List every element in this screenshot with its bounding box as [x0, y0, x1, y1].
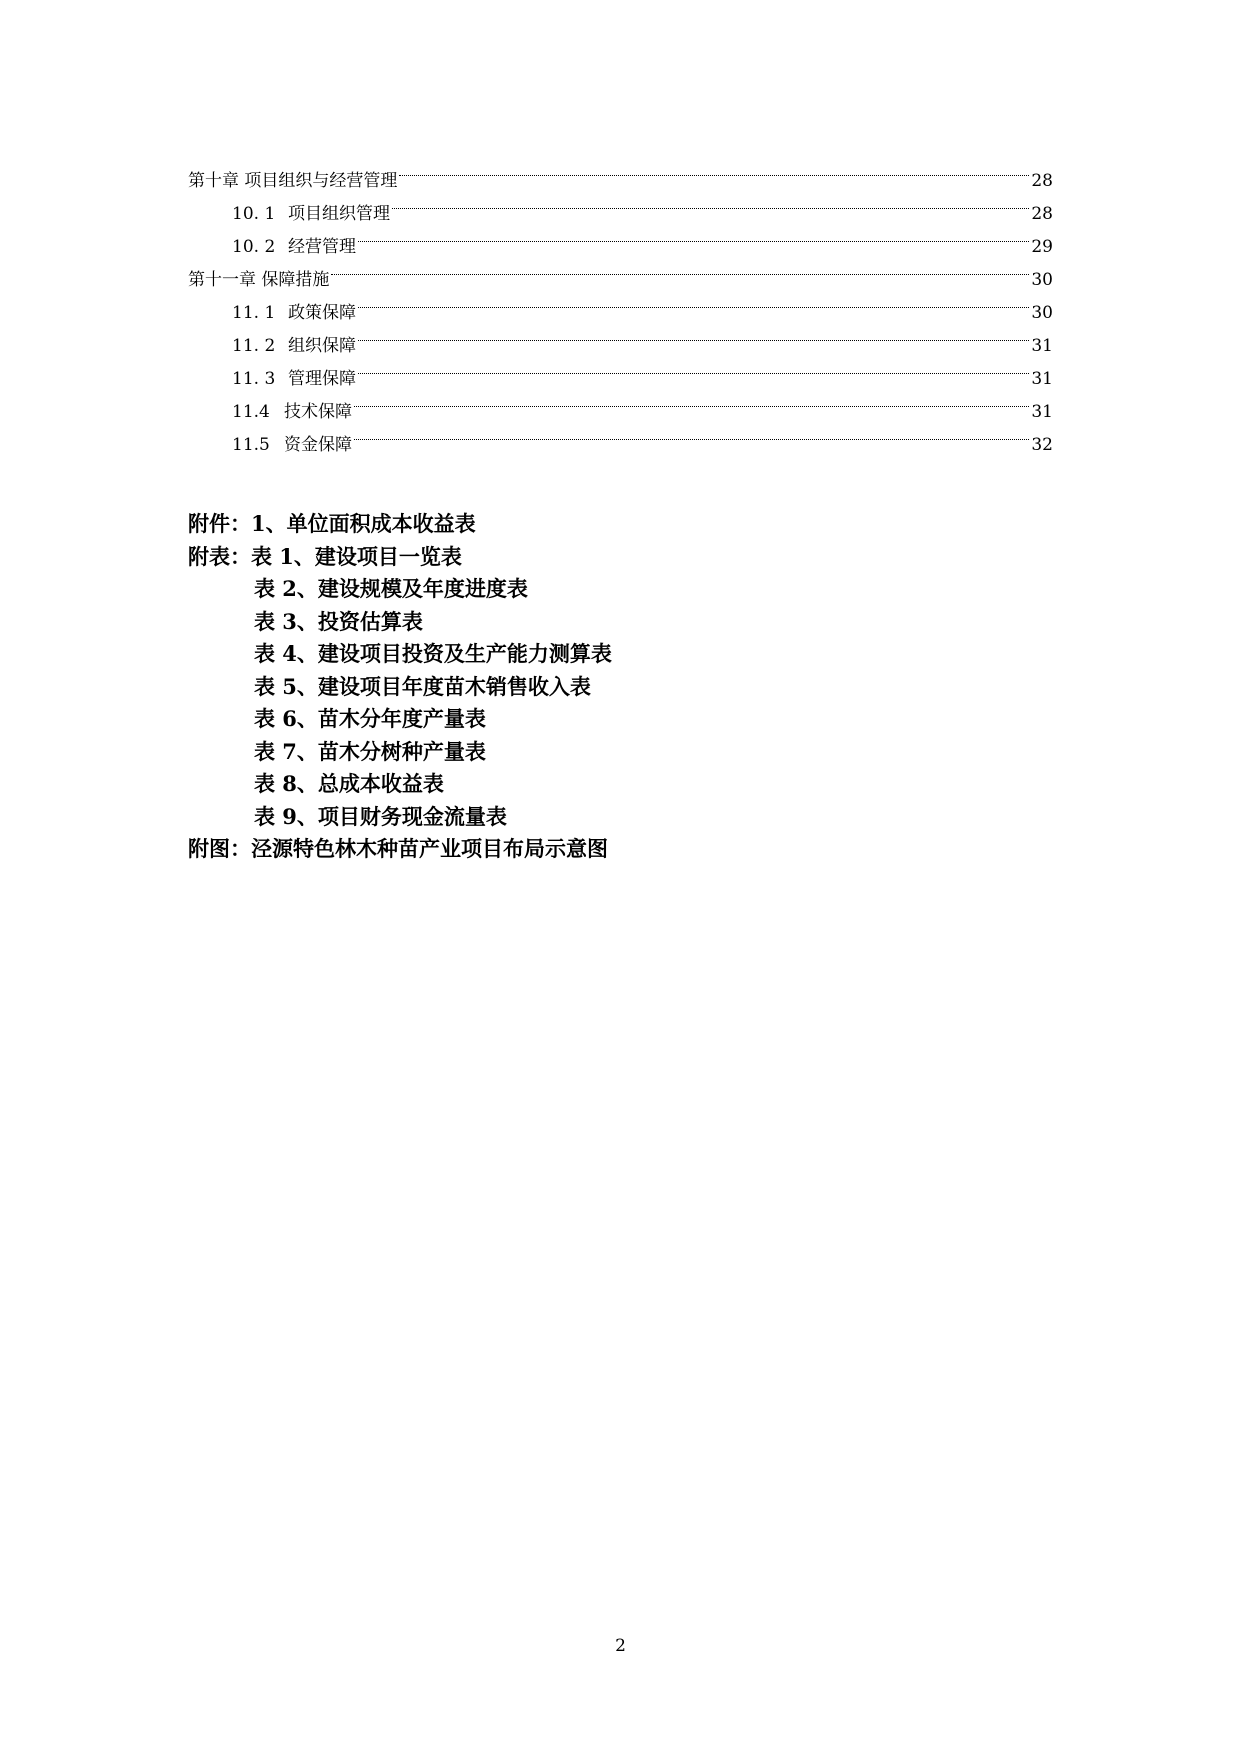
toc-entry-number: 11.4 [232, 402, 270, 422]
toc-entry-page: 31 [1031, 369, 1053, 389]
appended-tables-line [188, 541, 988, 574]
toc-entry-number: 11. 3 [232, 369, 276, 389]
page-number: 2 [615, 1636, 626, 1656]
toc-entry-page: 28 [1031, 171, 1053, 191]
toc-dot-leader [358, 351, 1029, 384]
appended-table-item: 表 7、苗木分树种产量表 [254, 738, 486, 764]
toc-dot-leader [392, 186, 1029, 219]
toc-dot-leader [358, 318, 1029, 351]
appended-table-item: 表 6、苗木分年度产量表 [254, 706, 486, 731]
appended-figure-line: 附图：泾源特色林木种苗产业项目布局示意图 [188, 836, 608, 861]
toc-entry-number: 11. 1 [232, 303, 276, 323]
toc-entry-number: 11. 2 [232, 336, 276, 356]
appended-table-item: 表 9、项目财务现金流量表 [254, 803, 507, 829]
toc-entry-title: 项目组织管理 [288, 204, 390, 224]
toc-entry-page: 30 [1031, 303, 1053, 323]
toc-entry-title: 第十章 项目组织与经营管理 [188, 171, 398, 191]
toc-entry-number: 11.5 [232, 435, 270, 455]
toc-entry-title: 经营管理 [288, 237, 356, 257]
toc-entry-title: 组织保障 [288, 336, 356, 356]
toc-entry-page: 28 [1031, 204, 1053, 224]
toc-entry-title: 资金保障 [284, 435, 352, 455]
appended-table-item: 表 3、投资估算表 [254, 608, 423, 634]
toc-entry-page: 29 [1031, 237, 1053, 257]
toc-entry-number: 10. 2 [232, 237, 276, 257]
appended-table-item: 表 1、建设项目一览表 [251, 543, 462, 569]
toc-entry-page: 30 [1031, 270, 1053, 290]
toc-dot-leader [358, 219, 1029, 252]
toc-entry-title: 第十一章 保障措施 [188, 270, 330, 290]
appended-table-item: 表 4、建设项目投资及生产能力测算表 [254, 641, 612, 666]
toc-entry-title: 管理保障 [288, 369, 356, 389]
toc-dot-leader [354, 384, 1029, 417]
appendix-list [188, 508, 988, 866]
appended-table-item: 表 2、建设规模及年度进度表 [254, 576, 528, 601]
toc-entry-page: 31 [1031, 402, 1053, 422]
toc-entry-title: 技术保障 [284, 402, 352, 422]
toc-dot-leader [399, 153, 1029, 186]
table-of-contents [188, 153, 1053, 455]
toc-entry-number: 10. 1 [232, 204, 276, 224]
appended-table-item: 表 8、总成本收益表 [254, 771, 444, 796]
toc-entry-page: 31 [1031, 336, 1053, 356]
toc-chapter-10[interactable] [188, 153, 1053, 191]
toc-dot-leader [354, 417, 1029, 450]
attachment-line: 附件：1、单位面积成本收益表 [188, 511, 476, 536]
appended-tables-label: 附表： [188, 543, 251, 569]
toc-entry-title: 政策保障 [288, 303, 356, 323]
appended-table-item: 表 5、建设项目年度苗木销售收入表 [254, 673, 591, 699]
toc-entry-page: 32 [1031, 435, 1053, 455]
toc-dot-leader [331, 252, 1029, 285]
toc-dot-leader [358, 285, 1029, 318]
